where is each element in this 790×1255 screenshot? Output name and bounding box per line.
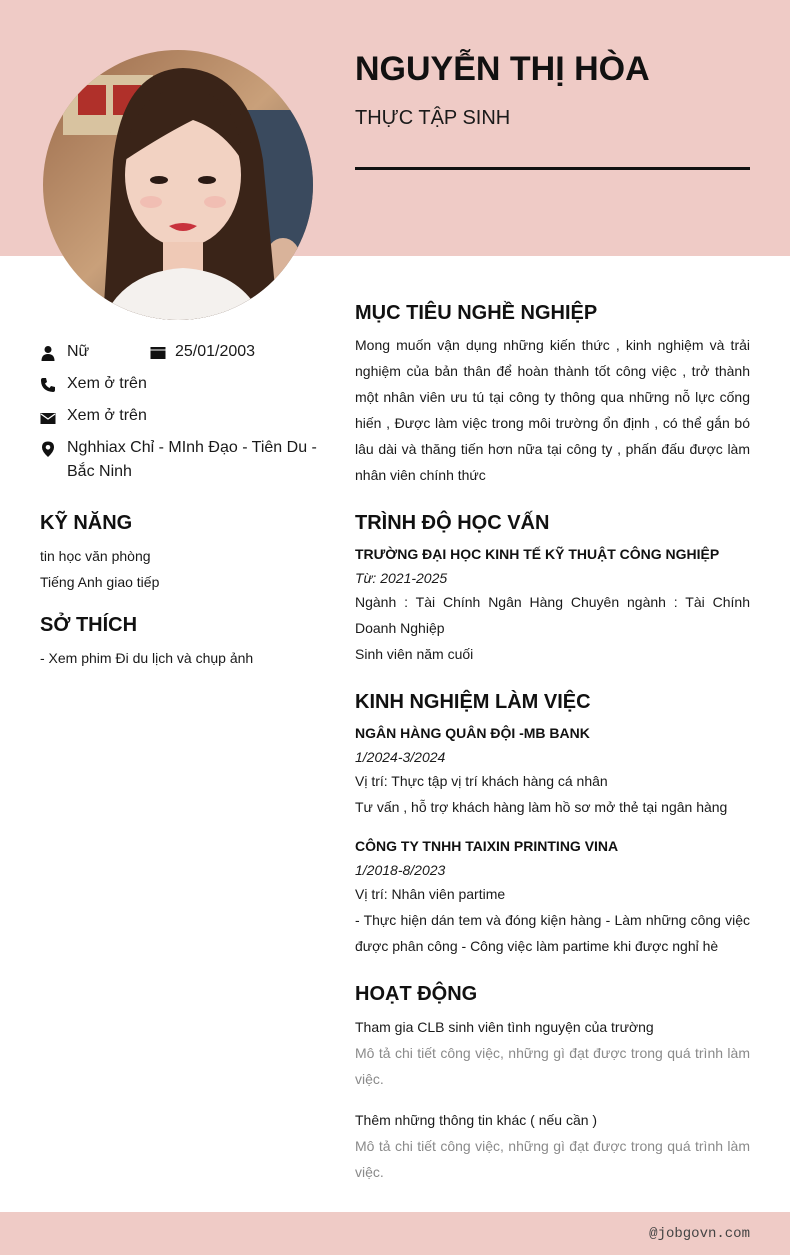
activity-description: Mô tả chi tiết công việc, những gì đạt được trong quá trình làm việc.: [355, 1138, 750, 1180]
activity-description: Mô tả chi tiết công việc, những gì đạt được trong quá trình làm việc.: [355, 1045, 750, 1087]
email-value: Xem ở trên: [67, 407, 147, 424]
job-company: NGÂN HÀNG QUÂN ĐỘI -MB BANK: [355, 725, 590, 741]
objective-title: MỤC TIÊU NGHỀ NGHIỆP: [355, 302, 598, 324]
address-line-2: Bắc Ninh: [67, 463, 132, 480]
profile-photo: [43, 50, 313, 320]
header-divider: [355, 167, 750, 170]
school-name: TRƯỜNG ĐẠI HỌC KINH TẾ KỸ THUẬT CÔNG NGHIỆP: [355, 546, 720, 562]
address-row: [40, 439, 320, 487]
hobbies-title: SỞ THÍCH: [40, 614, 138, 636]
job-description: - Thực hiện dán tem và đóng kiện hàng - Làm những công việc được phân công - Công việc làm partime khi được nghỉ hè: [355, 912, 750, 954]
job-period: 1/2018-8/2023: [355, 862, 446, 878]
candidate-name: NGUYỄN THỊ HÒA: [355, 50, 650, 88]
address-line-1: Nghhiax Chỉ - MInh Đạo - Tiên Du -: [67, 439, 317, 456]
birthdate-row: [150, 343, 310, 363]
skill-item: Tiếng Anh giao tiếp: [40, 574, 160, 590]
phone-value: Xem ở trên: [67, 375, 147, 392]
job-company: CÔNG TY TNHH TAIXIN PRINTING VINA: [355, 838, 619, 854]
job-description: Tư vấn , hỗ trợ khách hàng làm hồ sơ mở thẻ tại ngân hàng: [355, 799, 728, 815]
phone-row: [40, 375, 310, 395]
education-major: Ngành : Tài Chính Ngân Hàng Chuyên ngành : Tài Chính Doanh Nghiệp: [355, 594, 750, 636]
user-icon: [40, 345, 56, 361]
birthdate-value: 25/01/2003: [175, 343, 256, 360]
calendar-icon: [150, 345, 166, 361]
education-period: Từ: 2021-2025: [355, 570, 448, 586]
email-row: [40, 407, 310, 427]
location-pin-icon: [40, 441, 56, 457]
skill-item: tin học văn phòng: [40, 548, 151, 564]
phone-icon: [40, 377, 56, 393]
skills-title: KỸ NĂNG: [40, 512, 133, 534]
activity-name: Thêm những thông tin khác ( nếu cần ): [355, 1112, 598, 1128]
job-period: 1/2024-3/2024: [355, 749, 446, 765]
education-title: TRÌNH ĐỘ HỌC VẤN: [355, 512, 550, 534]
objective-text: Mong muốn vận dụng những kiến thức , kinh nghiệm và trải nghiệm của bản thân để hoàn thành tốt công việc , trở thành một nhân viên ưu tú tại công ty thông qua những nỗ lực cống hiến , Được làm việc trong môi trường ổn định , có thể gắn bó lâu dài và thăng tiến hơn nữa tại công ty , phấn đấu được làm nhân viên chính thức: [355, 337, 750, 483]
gender-row: [40, 343, 150, 363]
activity-name: Tham gia CLB sinh viên tình nguyện của trường: [355, 1019, 654, 1035]
experience-title: KINH NGHIỆM LÀM VIỆC: [355, 691, 591, 713]
footer-credit: @jobgovn.com: [649, 1226, 750, 1242]
activities-title: HOẠT ĐỘNG: [355, 983, 478, 1005]
job-role: Vị trí: Nhân viên partime: [355, 886, 506, 902]
job-role: Vị trí: Thực tập vị trí khách hàng cá nhân: [355, 773, 608, 789]
mail-icon: [40, 410, 56, 426]
job-position: THỰC TẬP SINH: [355, 107, 511, 129]
education-status: Sinh viên năm cuối: [355, 646, 474, 662]
gender-value: Nữ: [67, 343, 90, 360]
hobby-item: - Xem phim Đi du lịch và chụp ảnh: [40, 650, 254, 666]
